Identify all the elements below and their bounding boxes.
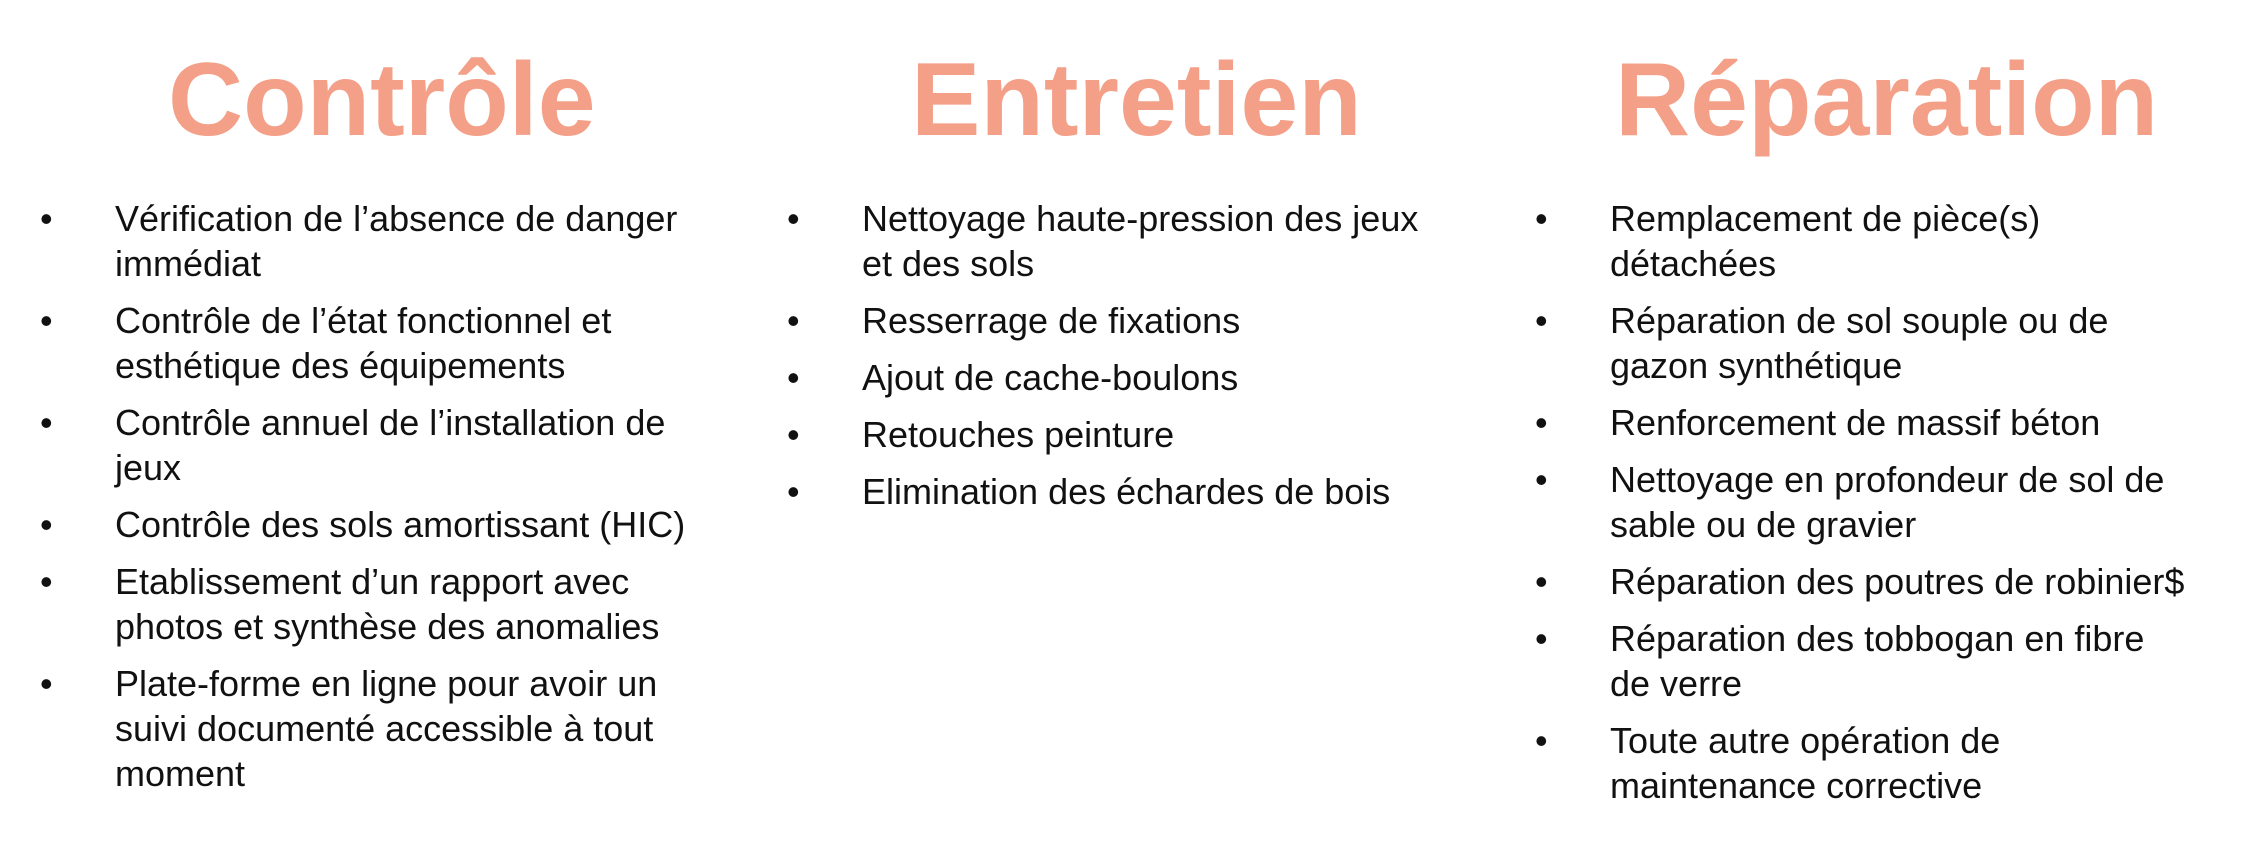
bullet-icon: • [1535, 720, 1548, 761]
list-item-text: Contrôle de l’état fonctionnel et [115, 300, 612, 341]
bullet-icon: • [787, 471, 800, 512]
bullet-icon: • [787, 300, 800, 341]
list-item [775, 469, 1418, 514]
column-title-reparation: Réparation [1615, 42, 2159, 158]
list-item-text: esthétique des équipements [115, 345, 566, 386]
list-item [775, 412, 1418, 457]
list-item [1523, 400, 2184, 445]
list-item-text: Plate-forme en ligne pour avoir un [115, 663, 658, 704]
list-item-text: détachées [1610, 243, 1777, 284]
bullet-icon: • [40, 198, 53, 239]
list-item [1523, 616, 2184, 706]
list-item-text: Toute autre opération de [1610, 720, 2001, 761]
list-item-text: Réparation des tobbogan en fibre [1610, 618, 2145, 659]
list-item-text: moment [115, 753, 246, 794]
list-item [28, 196, 685, 286]
list-item-text: Vérification de l’absence de danger [115, 198, 678, 239]
list-item-text: jeux [115, 447, 182, 488]
bullet-icon: • [40, 663, 53, 704]
list-item [1523, 196, 2184, 286]
bullet-icon: • [1535, 300, 1548, 341]
list-item-text: Contrôle des sols amortissant (HIC) [115, 504, 686, 545]
list-item-text: suivi documenté accessible à tout [115, 708, 654, 749]
list-item-text: Nettoyage haute-pression des jeux [862, 198, 1419, 239]
column-title-entretien: Entretien [911, 42, 1362, 158]
list-item [1523, 559, 2184, 604]
list-item-text: Etablissement d’un rapport avec [115, 561, 630, 602]
list-item-text: photos et synthèse des anomalies [115, 606, 660, 647]
list-item-text: de verre [1610, 663, 1743, 704]
bullet-icon: • [1535, 561, 1548, 602]
list-item [28, 502, 685, 547]
list-item-text: Elimination des échardes de bois [862, 471, 1391, 512]
bullet-icon: • [787, 198, 800, 239]
list-item-text: gazon synthétique [1610, 345, 1903, 386]
list-item-text: Ajout de cache-boulons [862, 357, 1239, 398]
list-item [1523, 718, 2184, 808]
list-item-text: et des sols [862, 243, 1035, 284]
list-item-text: Retouches peinture [862, 414, 1175, 455]
list-item [28, 661, 685, 796]
list-item-text: Renforcement de massif béton [1610, 402, 2101, 443]
list-item [1523, 457, 2184, 547]
list-item [28, 400, 685, 490]
bullet-icon: • [40, 300, 53, 341]
item-list-reparation [1523, 196, 2184, 820]
list-item [28, 559, 685, 649]
list-item [775, 298, 1418, 343]
bullet-icon: • [40, 402, 53, 443]
bullet-icon: • [787, 414, 800, 455]
list-item-text: maintenance corrective [1610, 765, 1983, 806]
bullet-icon: • [40, 561, 53, 602]
bullet-icon: • [1535, 402, 1548, 443]
list-item [775, 355, 1418, 400]
bullet-icon: • [40, 504, 53, 545]
bullet-icon: • [1535, 618, 1548, 659]
list-item [28, 298, 685, 388]
bullet-icon: • [1535, 198, 1548, 239]
list-item-text: Nettoyage en profondeur de sol de [1610, 459, 2165, 500]
list-item-text: Remplacement de pièce(s) [1610, 198, 2041, 239]
list-item-text: Réparation de sol souple ou de [1610, 300, 2109, 341]
list-item-text: Resserrage de fixations [862, 300, 1241, 341]
bullet-icon: • [787, 357, 800, 398]
column-title-controle: Contrôle [168, 42, 596, 158]
list-item-text: immédiat [115, 243, 262, 284]
list-item-text: Réparation des poutres de robinier$ [1610, 561, 2185, 602]
list-item [1523, 298, 2184, 388]
list-item [775, 196, 1418, 286]
item-list-controle [28, 196, 685, 808]
item-list-entretien [775, 196, 1418, 526]
list-item-text: sable ou de gravier [1610, 504, 1917, 545]
list-item-text: Contrôle annuel de l’installation de [115, 402, 666, 443]
bullet-icon: • [1535, 459, 1548, 500]
